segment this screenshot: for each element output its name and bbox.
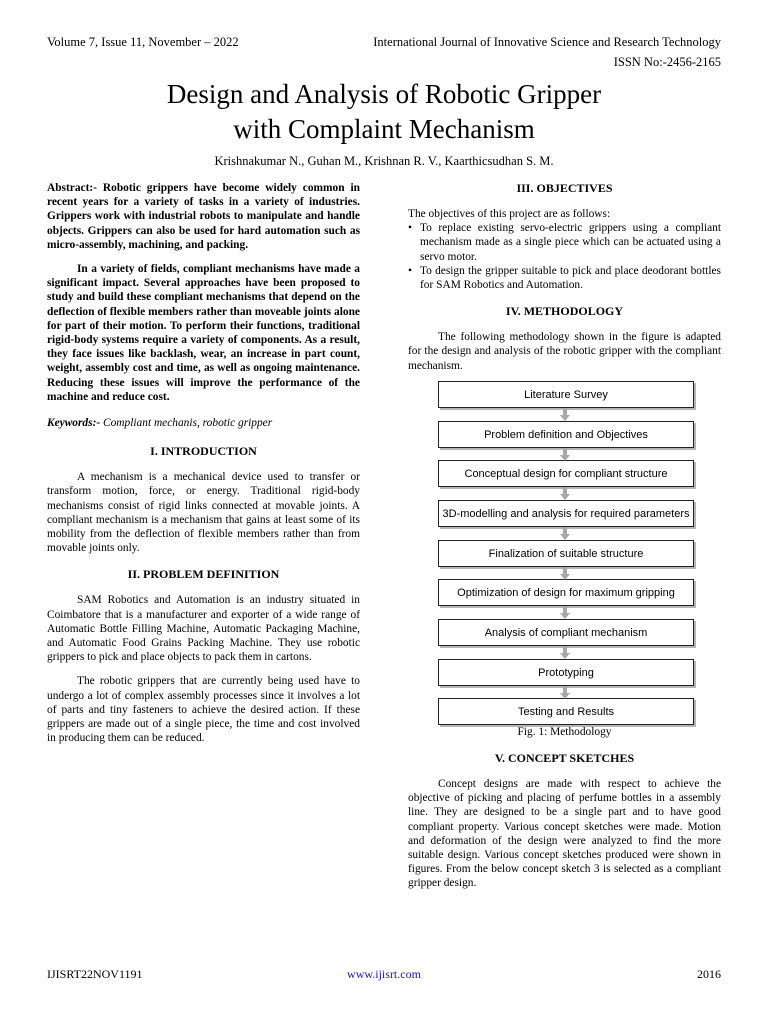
down-arrow-icon: [560, 646, 570, 659]
down-arrow-icon: [560, 686, 570, 699]
down-arrow-icon: [560, 567, 570, 580]
keywords: [47, 416, 360, 430]
issn: ISSN No:-2456-2165: [613, 55, 721, 69]
flow-step-box: Testing and Results: [438, 698, 694, 725]
paper-title-line2: with Complaint Mechanism: [233, 114, 535, 144]
section-heading-methodology: IV. METHODOLOGY: [505, 304, 624, 319]
problem-paragraph-1: SAM Robotics and Automation is an industry situated in Coimbatore that is a manufacturer and exporter of a wide range of Automatic Bottle Filling Machine, Automatic Packaging Machine, and Automatic Food Grains Packing Machine. They use robotic grippers to pick and place objects to pack them in cartons.: [47, 594, 360, 664]
problem-paragraph-2: The robotic grippers that are currently being used have to undergo a lot of complex assembly processes since it involves a lot of parts and tiny fasteners to achieve the desired action. If these grippers are made out of a single piece, the time and cost involved in producing them can be reduced.: [47, 675, 360, 745]
flow-step-box: Finalization of suitable structure: [438, 540, 694, 567]
flow-step-box: Analysis of compliant mechanism: [438, 619, 694, 646]
abstract-paragraph-1: Abstract:- Robotic grippers have become widely common in recent years for a variety of tasks in a variety of industries. Grippers work with industrial robots to manipulate and handle objects. Grippers can also be used for hard automation such as micro-assembly, machining, and packing.: [47, 182, 360, 251]
introduction-paragraph: A mechanism is a mechanical device used to transfer or transform motion, force, or energy. Traditional rigid-body mechanisms consist of rigid links connected at movable joints. A compliant mechanism is a mechanism that gains at least some of its mobility from the deflection of flexible members rather than from movable joints only.: [47, 471, 360, 555]
concept-paragraph: Concept designs are made with respect to achieve the objective of picking and placing of perfume bottles in a assembly line. They are designed to be a single part and to have good compliant property. Various concept sketches were made. Motion and deformation of the design were analyzed to find the more suitable design. Various concept sketches produced were shown in figures. From the below concept sketch 3 is selected as a compliant gripper design.: [408, 778, 721, 890]
objectives-list: [408, 221, 721, 292]
left-column: [47, 181, 360, 746]
methodology-paragraph: The following methodology shown in the figure is adapted for the design and analysis of the robotic gripper with the compliant mechanism.: [408, 331, 721, 372]
right-column-upper: [408, 181, 721, 373]
abstract-paragraph-2: In a variety of fields, compliant mechanisms have made a significant impact. Several approaches have been proposed to study and build these compliant mechanisms that depend on the deflection of flexible members rather than moveable joints alone for part of their motion. To perform their functions, traditional rigid-body systems require a variety of components. As a result, they face issues like backlash, wear, an increase in part count, weight, assembly cost and time, as well as ongoing maintenance. Reducing these issues will improve the performance of the machine and reduce cost.: [47, 263, 360, 403]
journal-website-link[interactable]: www.ijisrt.com: [347, 967, 421, 981]
down-arrow-icon: [560, 527, 570, 540]
bullet-icon: •: [408, 264, 412, 277]
right-column-lower: [408, 751, 721, 891]
flow-step-box: Literature Survey: [438, 381, 694, 408]
flow-step-box: Conceptual design for compliant structure: [438, 460, 694, 487]
down-arrow-icon: [560, 487, 570, 500]
keywords-text: Compliant mechanis, robotic gripper: [100, 417, 273, 430]
down-arrow-icon: [560, 448, 570, 461]
section-heading-concept-sketches: V. CONCEPT SKETCHES: [494, 751, 635, 765]
bullet-icon: •: [408, 222, 412, 235]
objective-item: • To design the gripper suitable to pick and place deodorant bottles for SAM Robotics and Automation.: [408, 264, 721, 292]
flow-step-box: Optimization of design for maximum gripping: [438, 579, 694, 606]
section-heading-objectives: III. OBJECTIVES: [516, 181, 613, 195]
journal-name: International Journal of Innovative Science and Research Technology: [373, 35, 721, 49]
figure-caption: Fig. 1: Methodology: [517, 726, 612, 738]
section-heading-introduction: I. INTRODUCTION: [150, 444, 257, 459]
paper-id: IJISRT22NOV1191: [47, 967, 143, 981]
flow-step-box: 3D-modelling and analysis for required parameters: [438, 500, 694, 527]
volume-info: Volume 7, Issue 11, November – 2022: [47, 35, 239, 49]
down-arrow-icon: [560, 408, 570, 421]
authors: Krishnakumar N., Guhan M., Krishnan R. V., Kaarthicsudhan S. M.: [214, 154, 554, 168]
keywords-label: Keywords:-: [47, 417, 101, 430]
objective-item: • To replace existing servo-electric grippers using a compliant mechanism made as a single piece which can be actuated using a servo motor.: [408, 222, 721, 263]
down-arrow-icon: [560, 606, 570, 619]
page-number: 2016: [697, 967, 721, 981]
section-heading-problem: II. PROBLEM DEFINITION: [127, 567, 280, 582]
paper-title-line1: Design and Analysis of Robotic Gripper: [166, 79, 602, 109]
flow-step-box: Prototyping: [438, 659, 694, 686]
flow-step-box: Problem definition and Objectives: [438, 421, 694, 448]
objectives-intro: The objectives of this project are as follows:: [408, 208, 611, 220]
